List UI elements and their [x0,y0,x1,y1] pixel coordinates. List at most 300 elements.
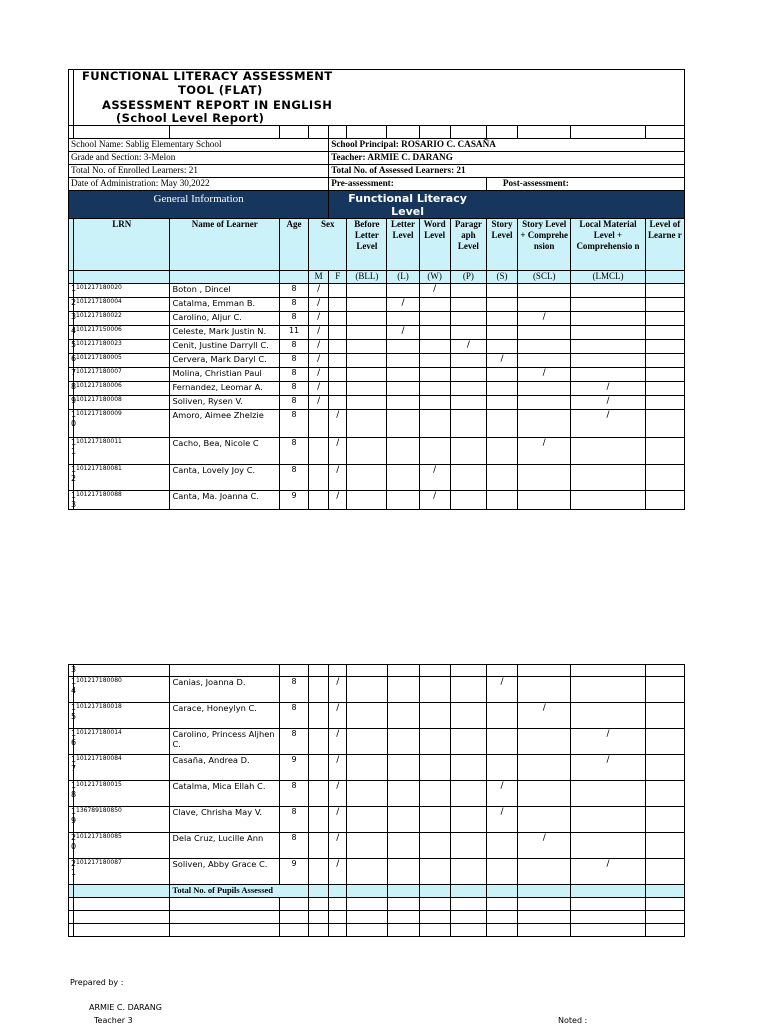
w-cell [419,755,450,781]
f-cell [329,326,347,340]
scl-cell [518,354,571,368]
s-cell [486,396,517,410]
row-number: 14 [69,677,74,703]
p-cell [450,833,486,859]
learner-name: Soliven, Rysen V. [170,396,280,410]
s-cell: / [486,354,517,368]
lmcl-cell [571,298,645,312]
learner-row [69,340,685,354]
w-cell: / [419,284,450,298]
lmcl-cell: / [571,382,645,396]
fl-level-header: Functional Literacy Level [329,191,685,219]
lmcl-cell [571,491,645,510]
row-number: 13 [69,491,74,510]
w-cell [419,354,450,368]
lrn-cell: 101217180005 [74,354,170,368]
f-cell: / [329,465,347,491]
learner-name: Dela Cruz, Lucille Ann [170,833,280,859]
level-of-learner-cell [645,465,684,491]
before-letter-header: Before Letter Level [347,219,387,271]
scl-cell: / [518,703,571,729]
general-info-header: General Information [69,191,329,219]
m-cell [309,859,329,885]
age-cell: 11 [279,326,308,340]
level-of-learner-cell [645,354,684,368]
lmcl-cell [571,326,645,340]
level-of-learner-cell [645,396,684,410]
age-cell: 8 [279,284,308,298]
bll-cell [347,298,387,312]
l-cell [387,312,419,326]
m-cell: / [309,298,329,312]
age-cell: 8 [279,382,308,396]
learner-row [69,312,685,326]
f-cell: / [329,703,347,729]
preparer-title: Teacher 3 [94,1016,133,1025]
m-cell [309,807,329,833]
bll-cell [347,438,387,465]
m-cell [309,677,329,703]
learner-row [69,859,685,885]
level-of-learner-cell [645,807,684,833]
lmcl-cell [571,438,645,465]
level-of-learner-cell [645,326,684,340]
learner-name: Amoro, Aimee Zhelzie [170,410,280,438]
w-cell [419,859,450,885]
p-cell [450,396,486,410]
noted-label: Noted : [558,1016,588,1025]
scl-cell [518,491,571,510]
learner-row [69,284,685,298]
report-page-2 [68,664,685,937]
age-header: Age [279,219,308,271]
learner-row [69,410,685,438]
row-number: 1 [69,284,74,298]
scl-cell: / [518,368,571,382]
s-cell [486,729,517,755]
learner-name: Canta, Lovely Joy C. [170,465,280,491]
scl-cell [518,781,571,807]
learner-row [69,807,685,833]
learner-row [69,396,685,410]
learner-name: Clave, Chrisha May V. [170,807,280,833]
w-cell [419,382,450,396]
age-cell: 8 [279,410,308,438]
story-comp-header: Story Level + Comprehe nsion [518,219,571,271]
w-cell: / [419,465,450,491]
w-cell [419,312,450,326]
l-cell [387,833,419,859]
lrn-cell: 101217180009 [74,410,170,438]
learner-name: Molina, Christian Paul [170,368,280,382]
w-cell: / [419,491,450,510]
lmcl-cell: / [571,859,645,885]
report-table-bottom [68,664,685,937]
lmcl-cell [571,284,645,298]
row-number: 16 [69,729,74,755]
f-cell [329,354,347,368]
m-cell: / [309,340,329,354]
age-cell: 8 [279,368,308,382]
age-cell: 8 [279,312,308,326]
s-cell [486,340,517,354]
p-cell [450,438,486,465]
f-cell [329,368,347,382]
age-cell: 9 [280,755,309,781]
lmcl-cell [571,807,645,833]
scl-cell [518,284,571,298]
f-cell: / [329,859,347,885]
f-cell [329,340,347,354]
learner-name: Carolino, Aljur C. [170,312,280,326]
level-of-learner-cell [645,781,684,807]
bll-cell [347,410,387,438]
age-cell: 8 [280,807,309,833]
s-cell [486,312,517,326]
learner-name: Catalma, Mica Ellah C. [170,781,280,807]
lmcl-cell [571,703,645,729]
age-cell: 8 [280,833,309,859]
learner-row [69,438,685,465]
f-cell [329,382,347,396]
total-pupils-assessed: Total No. of Pupils Assessed [170,885,309,898]
row-number: 7 [69,368,74,382]
w-cell [419,677,450,703]
title-line-1: FUNCTIONAL LITERACY ASSESSMENT [74,70,685,84]
learner-name: Canias, Joanna D. [170,677,280,703]
title-line-2: TOOL (FLAT) [74,84,685,99]
letter-header: Letter Level [387,219,419,271]
bll-cell [347,755,387,781]
level-of-learner-cell [645,368,684,382]
l-cell [387,368,419,382]
s-cell [486,368,517,382]
l-cell [387,755,419,781]
learner-row [69,833,685,859]
level-of-learner-header: Level of Learne r [645,219,684,271]
preparer-name: ARMIE C. DARANG [89,1003,162,1012]
p-cell [450,781,486,807]
p-cell [450,284,486,298]
lrn-cell: 101217180081 [74,465,170,491]
level-of-learner-cell [645,340,684,354]
lmcl-cell: / [571,755,645,781]
m-cell [309,781,329,807]
scl-cell [518,755,571,781]
lrn-cell: 101217150006 [74,326,170,340]
age-cell: 8 [279,438,308,465]
scl-cell [518,677,571,703]
lrn-cell: 101217180011 [74,438,170,465]
m-cell [309,491,329,510]
story-header: Story Level [486,219,517,271]
scl-cell: / [518,312,571,326]
learner-row [69,677,685,703]
lrn-cell: 101217180084 [74,755,170,781]
bll-cell [347,703,387,729]
lrn-cell: 101217180085 [74,833,170,859]
w-cell [419,326,450,340]
bll-cell [347,833,387,859]
lrn-cell: 101217180007 [74,368,170,382]
m-cell [309,833,329,859]
bll-cell [347,859,387,885]
level-of-learner-cell [645,833,684,859]
lmcl-cell [571,465,645,491]
s-cell [486,382,517,396]
w-cell [419,396,450,410]
learner-row [69,703,685,729]
p-cell [450,382,486,396]
l-cell [387,354,419,368]
scl-cell [518,859,571,885]
f-cell: / [329,491,347,510]
age-cell: 8 [279,354,308,368]
age-cell: 8 [279,340,308,354]
learner-row [69,465,685,491]
grade-section: Grade and Section: 3-Melon [69,152,329,165]
m-cell: / [309,354,329,368]
level-of-learner-cell [645,410,684,438]
s-cell [486,284,517,298]
m-cell: / [309,312,329,326]
lrn-cell: 101217180023 [74,340,170,354]
lrn-header: LRN [74,219,170,271]
w-cell [419,833,450,859]
bll-cell [347,677,387,703]
learner-row [69,368,685,382]
learner-name: Soliven, Abby Grace C. [170,859,280,885]
m-cell: / [309,368,329,382]
f-cell [329,396,347,410]
lmcl-cell [571,677,645,703]
level-of-learner-cell [645,491,684,510]
l-cell [387,781,419,807]
scl-cell [518,807,571,833]
learner-name: Boton , Dincel [170,284,280,298]
scl-header: (SCL) [518,271,571,284]
bll-cell [347,368,387,382]
f-header: F [329,271,347,284]
level-of-learner-cell [645,284,684,298]
lmcl-cell [571,368,645,382]
s-cell [486,491,517,510]
l-cell [387,410,419,438]
w-cell [419,807,450,833]
lrn-cell: 101217180080 [74,677,170,703]
f-cell: / [329,677,347,703]
row-number: 18 [69,781,74,807]
learner-name: Cacho, Bea, Nicole C [170,438,280,465]
level-of-learner-cell [645,298,684,312]
row-number: 21 [69,859,74,885]
pre-assessment: Pre-assessment: [329,178,487,191]
lrn-cell: 101217180014 [74,729,170,755]
bll-cell [347,396,387,410]
m-cell [309,703,329,729]
p-cell [450,491,486,510]
scl-cell [518,396,571,410]
age-cell: 8 [280,781,309,807]
lrn-cell: 101217180022 [74,312,170,326]
l-cell [387,703,419,729]
learner-row [69,729,685,755]
learner-name: Fernandez, Leomar A. [170,382,280,396]
lmcl-cell: / [571,729,645,755]
f-cell: / [329,438,347,465]
scl-cell [518,326,571,340]
f-cell [329,312,347,326]
scl-cell [518,298,571,312]
level-of-learner-cell [645,729,684,755]
age-cell: 8 [280,677,309,703]
lmcl-cell [571,340,645,354]
learner-row [69,354,685,368]
p-cell [450,807,486,833]
level-of-learner-cell [645,312,684,326]
w-cell [419,410,450,438]
level-of-learner-cell [645,677,684,703]
level-of-learner-cell [645,859,684,885]
lmcl-cell [571,781,645,807]
bll-cell [347,382,387,396]
l-cell [387,382,419,396]
lrn-cell: 101217180088 [74,491,170,510]
row-number: 19 [69,807,74,833]
m-cell [309,438,329,465]
f-cell: / [329,807,347,833]
s-cell [486,410,517,438]
s-cell [486,859,517,885]
s-cell [486,833,517,859]
p-cell [450,465,486,491]
learner-name: Carolino, Princess Aljhen C. [170,729,280,755]
lrn-cell: 101217180018 [74,703,170,729]
l-cell: / [387,326,419,340]
prepared-by-label: Prepared by : [70,978,124,987]
sex-header: Sex [309,219,347,271]
word-header: Word Level [419,219,450,271]
lmcl-cell: / [571,410,645,438]
l-cell [387,491,419,510]
age-cell: 9 [279,491,308,510]
m-cell [309,729,329,755]
lmcl-cell [571,354,645,368]
m-cell [309,410,329,438]
learner-name: Casaña, Andrea D. [170,755,280,781]
bll-cell [347,326,387,340]
w-cell [419,781,450,807]
m-cell [309,465,329,491]
lmcl-header: (LMCL) [571,271,645,284]
s-cell [486,326,517,340]
lmcl-cell [571,312,645,326]
bll-cell [347,729,387,755]
s-cell [486,298,517,312]
bll-cell [347,284,387,298]
level-of-learner-cell [645,382,684,396]
p-cell [450,298,486,312]
paragraph-header: Paragr aph Level [450,219,486,271]
row-number: 9 [69,396,74,410]
report-page-1 [68,69,685,510]
teacher: Teacher: ARMIE C. DARANG [329,152,685,165]
m-cell: / [309,396,329,410]
learner-row [69,781,685,807]
row-number: 6 [69,354,74,368]
m-cell: / [309,326,329,340]
learner-row [69,298,685,312]
bll-cell [347,312,387,326]
bll-cell [347,491,387,510]
bll-cell [347,354,387,368]
age-cell: 9 [280,859,309,885]
p-cell [450,729,486,755]
age-cell: 8 [279,465,308,491]
p-cell [450,312,486,326]
level-of-learner-cell [645,703,684,729]
scl-cell [518,410,571,438]
learner-row [69,326,685,340]
learner-name: Cenit, Justine Darryll C. [170,340,280,354]
row-number: 10 [69,410,74,438]
s-cell: / [486,677,517,703]
lmcl-cell [571,833,645,859]
level-of-learner-cell [645,438,684,465]
p-cell [450,859,486,885]
w-header: (W) [419,271,450,284]
m-header: M [309,271,329,284]
s-cell [486,703,517,729]
row-number: 3 [69,312,74,326]
m-cell [309,755,329,781]
scl-cell: / [518,833,571,859]
learner-row [69,491,685,510]
bll-cell [347,465,387,491]
p-cell [450,755,486,781]
f-cell: / [329,781,347,807]
s-cell [486,755,517,781]
p-cell [450,677,486,703]
w-cell [419,729,450,755]
age-cell: 8 [280,703,309,729]
l-cell [387,729,419,755]
learner-row [69,382,685,396]
p-cell [450,703,486,729]
m-cell: / [309,382,329,396]
bll-cell [347,340,387,354]
enrolled-learners: Total No. of Enrolled Learners: 21 [69,165,329,178]
assessed-learners: Total No. of Assessed Learners: 21 [329,165,685,178]
s-header: (S) [486,271,517,284]
learner-name: Canta, Ma. Joanna C. [170,491,280,510]
m-cell: / [309,284,329,298]
f-cell: / [329,729,347,755]
lrn-cell: 101217180020 [74,284,170,298]
row-number: 20 [69,833,74,859]
p-cell [450,368,486,382]
bll-header: (BLL) [347,271,387,284]
post-assessment: Post-assessment: [486,178,684,191]
s-cell [486,465,517,491]
f-cell: / [329,410,347,438]
s-cell: / [486,781,517,807]
l-cell [387,284,419,298]
school-principal: School Principal: ROSARIO C. CASAÑA [329,139,685,152]
l-cell [387,465,419,491]
row-number: 15 [69,703,74,729]
p-cell [450,326,486,340]
